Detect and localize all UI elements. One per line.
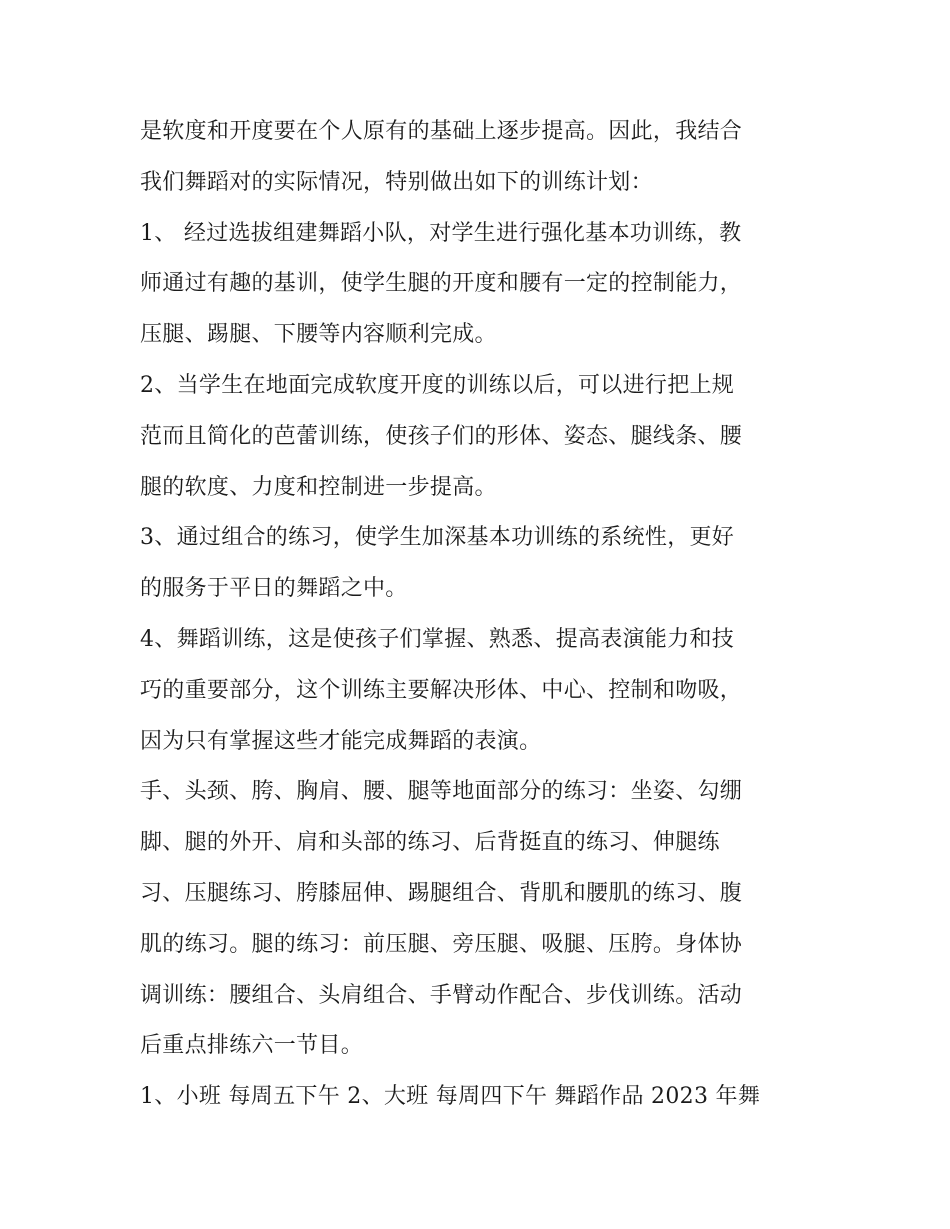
text-line: 肌的练习。腿的练习：前压腿、旁压腿、吸腿、压胯。身体协 — [140, 931, 743, 957]
text-line: 腿的软度、力度和控制进一步提高。 — [140, 474, 497, 500]
schedule-line: 1、小班 每周五下午 2、大班 每周四下午 舞蹈作品 2023 年舞 — [140, 1084, 761, 1110]
text-line: 后重点排练六一节目。 — [140, 1033, 364, 1059]
text-line: 压腿、踢腿、下腰等内容顺利完成。 — [140, 322, 497, 348]
text-line: 习、压腿练习、胯膝屈伸、踢腿组合、背肌和腰肌的练习、腹 — [140, 880, 743, 906]
list-item-4: 4、舞蹈训练，这是使孩子们掌握、熟悉、提高表演能力和技 — [140, 626, 735, 652]
list-item-3: 3、通过组合的练习，使学生加深基本功训练的系统性，更好 — [140, 525, 735, 551]
text-line: 脚、腿的外开、肩和头部的练习、后背挺直的练习、伸腿练 — [140, 830, 720, 856]
text-line: 手、头颈、胯、胸肩、腰、腿等地面部分的练习：坐姿、勾绷 — [140, 779, 743, 805]
text-line: 的服务于平日的舞蹈之中。 — [140, 576, 408, 602]
list-item-2: 2、当学生在地面完成软度开度的训练以后，可以进行把上规 — [140, 372, 735, 398]
text-line: 范而且简化的芭蕾训练，使孩子们的形体、姿态、腿线条、腰 — [140, 423, 743, 449]
text-line: 调训练：腰组合、头肩组合、手臂动作配合、步伐训练。活动 — [140, 982, 743, 1008]
text-line: 因为只有掌握这些才能完成舞蹈的表演。 — [140, 728, 542, 754]
list-item-1: 1、 经过选拔组建舞蹈小队，对学生进行强化基本功训练，教 — [140, 220, 742, 246]
text-line: 师通过有趣的基训，使学生腿的开度和腰有一定的控制能力， — [140, 271, 743, 297]
document-body — [140, 107, 820, 1123]
text-line: 是软度和开度要在个人原有的基础上逐步提高。因此，我结合 — [140, 119, 743, 144]
text-line: 巧的重要部分，这个训练主要解决形体、中心、控制和吻吸， — [140, 677, 743, 703]
text-line: 我们舞蹈对的实际情况，特别做出如下的训练计划： — [140, 169, 653, 195]
